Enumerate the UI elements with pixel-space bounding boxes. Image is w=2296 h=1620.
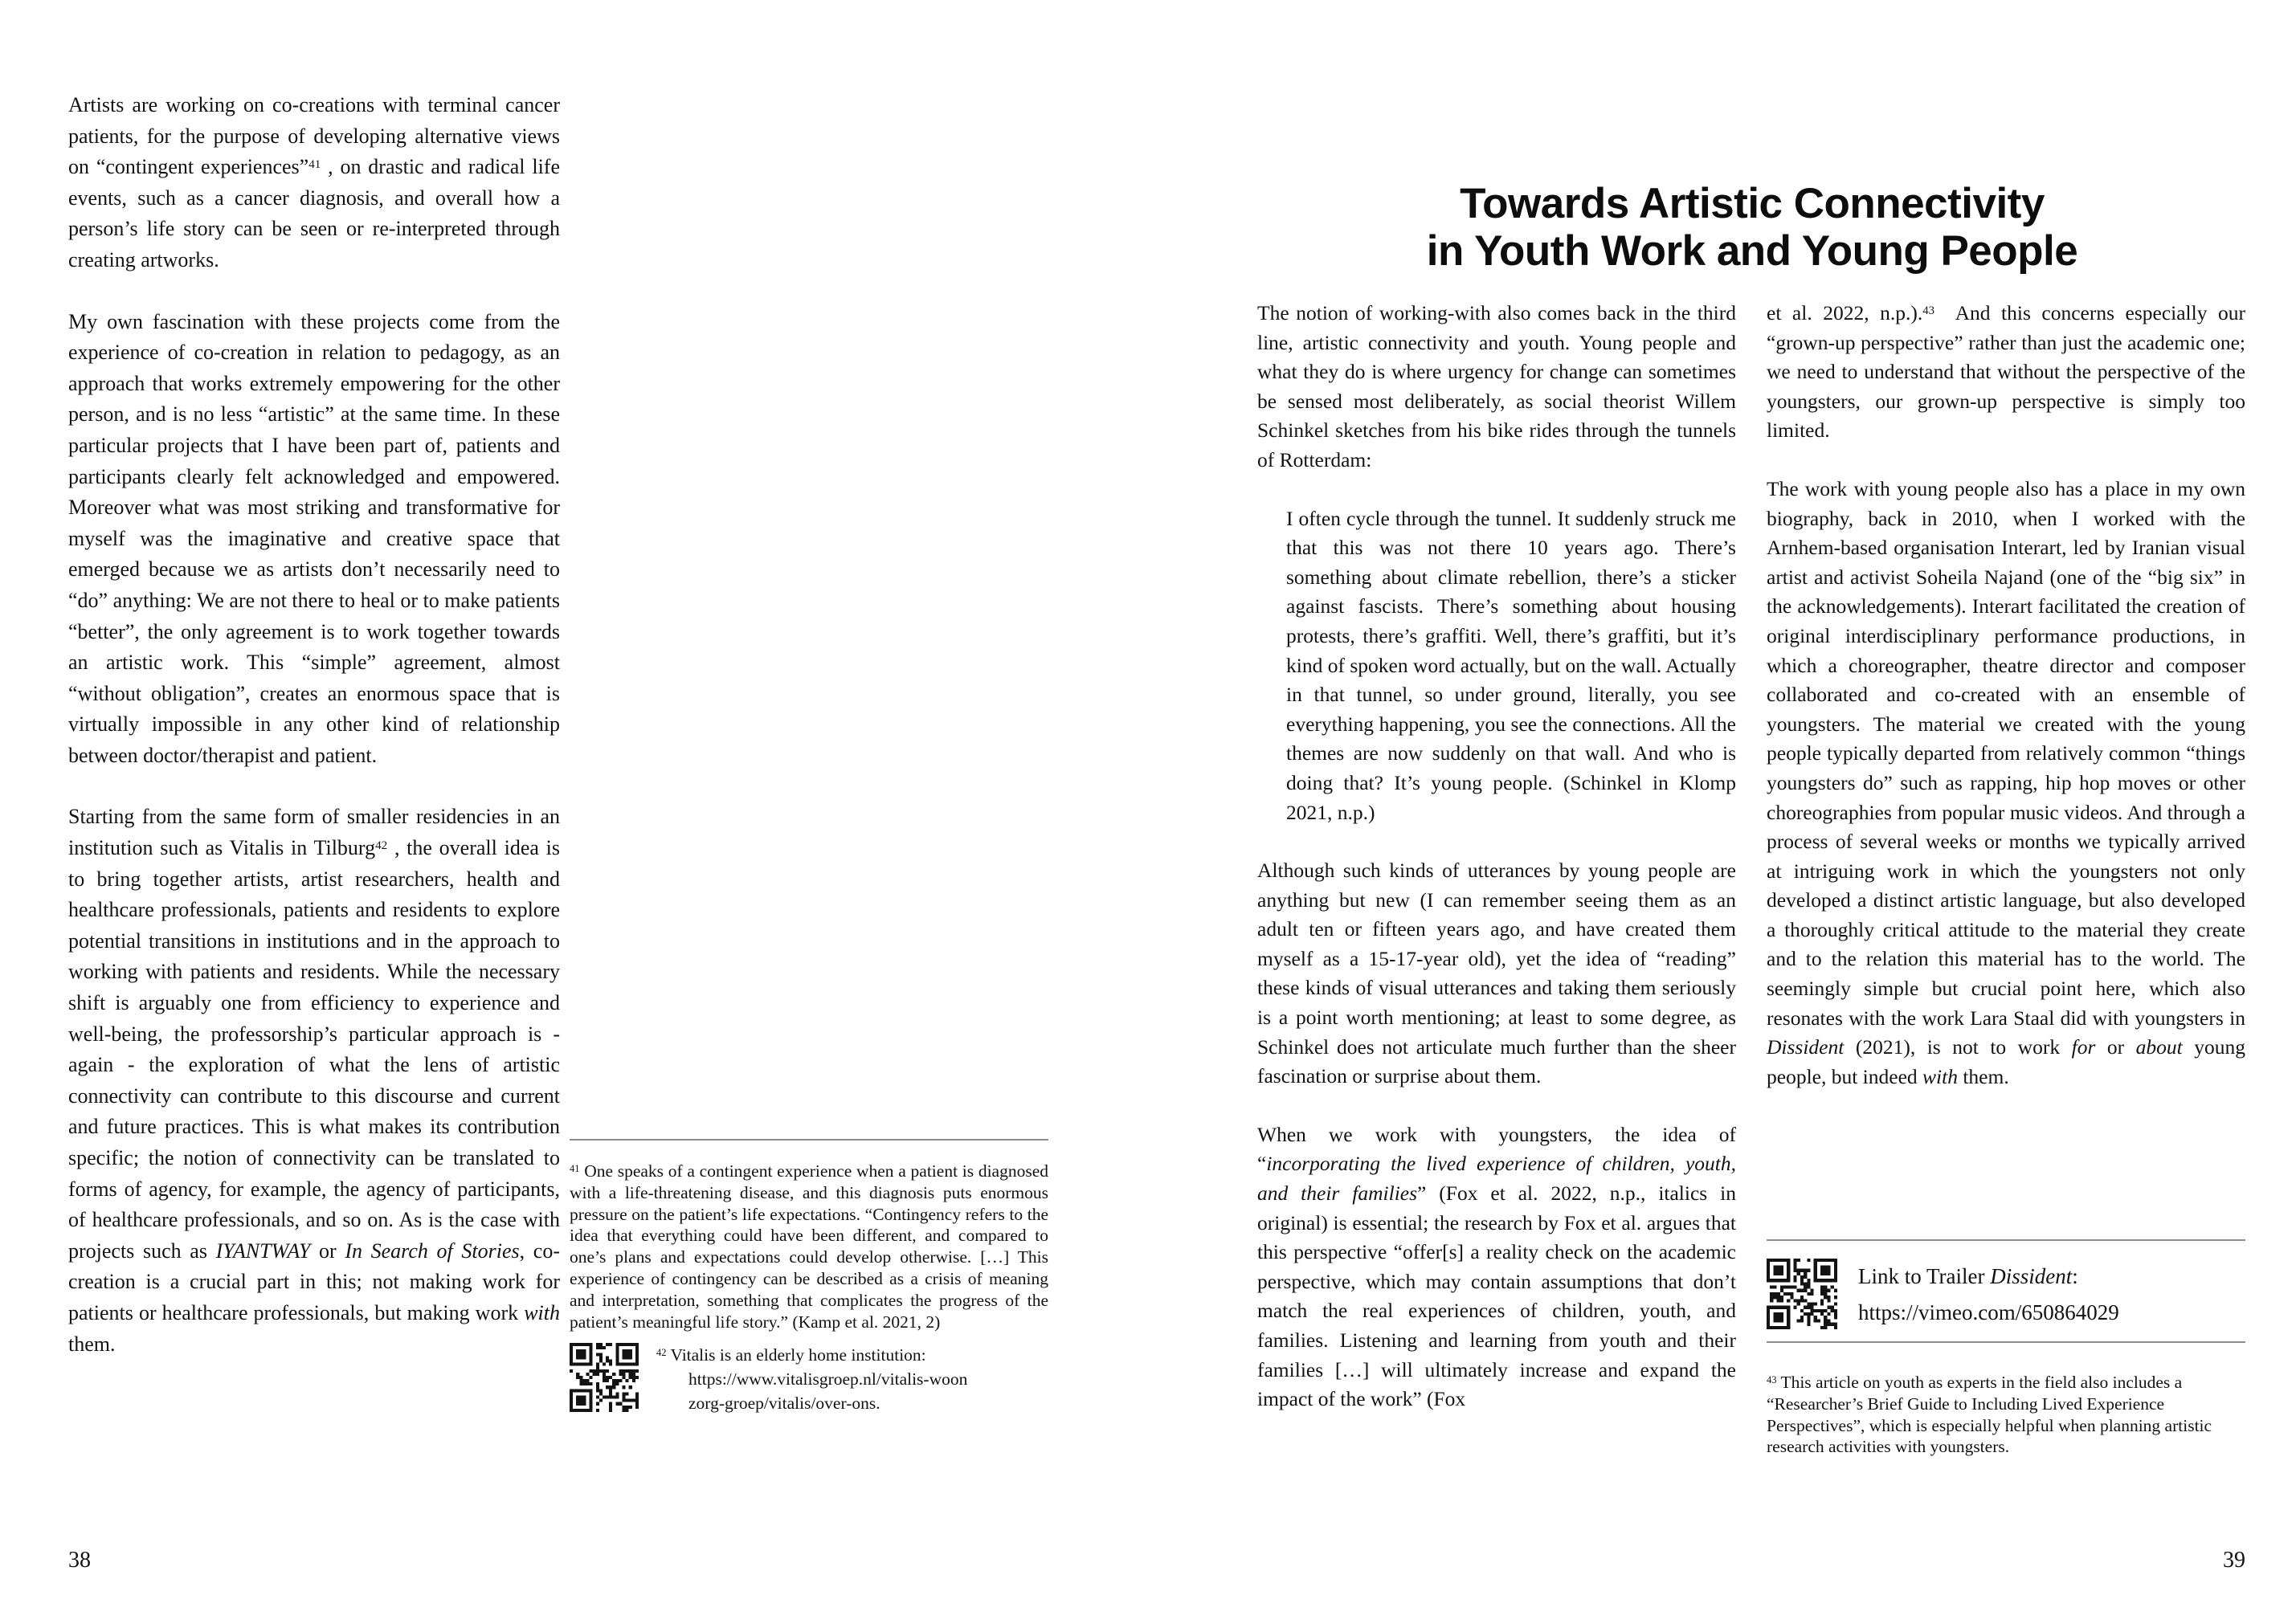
right-page-column-2 (1767, 299, 2245, 1120)
paragraph: My own fascination with these projects come from the experience of co-creation in relation to pedagogy, as an approach that works extremely empowering for the other person, and is no less “artistic” at the same time. In these particular projects that I have been part of, patients and participants clearly felt acknowledged and empowered. Moreover what was most striking and transformative for myself was the imaginative and creative space that emerged because we as artists don’t necessarily need to “do” anything: We are not there to heal or to make patients “better”, the only agreement is to work together towards an artistic work. This “simple” agreement, almost “without obligation”, creates an enormous space that is virtually impossible in any other kind of relationship between doctor/therapist and patient. (68, 309, 560, 767)
trailer-link-label: Link to Trailer Dissident: (1858, 1264, 2078, 1288)
footnote-42-line1: $^{42}$ Vitalis is an elderly home institution: (656, 1345, 926, 1365)
trailer-link-section (1767, 1239, 2245, 1331)
paragraph: The work with young people also has a place in my own biography, back in 2010, when I worked with the Arnhem-based organisation Interart, led by Iranian visual artist and activist Soheila Najand (one of the “big six” in the acknowledgements). Interart facilitated the creation of original interdisciplinary performance productions, in which a choreographer, theatre director and composer collaborated and co-created with an ensemble of youngsters. The material we created with the young people typically departed from relatively common “things youngsters do” such as rapping, hip hop moves or other choreographies from popular music videos. And through a process of several weeks or months we typically arrived at intriguing work in which the youngsters not only developed a distinct artistic language, but also developed a thoroughly critical attitude to the material they create and to the relation this material has to the world. The seemingly simple but crucial point here, which also resonates with the work Lara Staal did with youngsters in Dissident (2021), is not to work for or about young people, but indeed with them. (1767, 476, 2245, 1088)
trailer-link-text (1858, 1259, 2119, 1331)
trailer-link-row (1767, 1259, 2245, 1331)
paragraph: Although such kinds of utterances by young people are anything but new (I can remember seeing them as an adult ten or fifteen years ago, and have created them myself as a 15-17-year old), yet the idea of “reading” these kinds of visual utterances and taking them seriously is a point worth mentioning; at least to some degree, as Schinkel does not articulate much further than the sheer fascination or surprise about them. (1257, 859, 1736, 1088)
trailer-link-url[interactable]: https://vimeo.com/650864029 (1858, 1300, 2119, 1324)
left-page-footnotes (570, 1139, 1048, 1415)
chapter-heading-line1: Towards Artistic Connectivity (1460, 180, 2045, 227)
page-number-left: 38 (68, 1548, 91, 1573)
paragraph: When we work with youngsters, the idea of “incorporating the lived experience of children, youth, and their families” (Fox et al. 2022, n.p., italics in original) is essential; the research by Fox et al. argues that this perspective “offer[s] a reality check on the academic perspective, which may contain assumptions that don’t match the real experiences of children, youth, and families. Listening and learning from youth and their families […] will ultimately increase and expand the impact of the work” (Fox (1257, 1122, 1736, 1411)
chapter-heading-line2: in Youth Work and Young People (1426, 227, 2078, 275)
right-page-column-1 (1257, 299, 1736, 1443)
blockquote: I often cycle through the tunnel. It suddenly struck me that this was not there 10 years ago. There’s something about climate rebellion, there’s a sticker against fascists. There’s something about housing protests, there’s graffiti. Well, there’s graffiti, but it’s kind of spoken word actually, but on the wall. Actually in that tunnel, so under ground, literally, you see everything happening, you see the connections. All the themes are now suddenly on that wall. And who is doing that? It’s young people. (Schinkel in Klomp 2021, n.p.) (1286, 506, 1736, 824)
paragraph: Starting from the same form of smaller residencies in an institution such as Vitalis in Tilburg$^{42}$ , the overall idea is to bring together artists, artist researchers, health and healthcare professionals, patients and residents to explore potential transitions in institutions and in the approach to working with patients and residents. While the necessary shift is arguably one from efficiency to experience and well-being, the professorship’s particular approach is - again - the exploration of what the lens of artistic connectivity can contribute to this discourse and current and future practices. This is what makes its contribution specific; the notion of connectivity can be translated to forms of agency, for example, the agency of participants, of healthcare professionals, and so on. As is the case with projects such as IYANTWAY or In Search of Stories, co-creation is a crucial part in this; not making work for patients or healthcare professionals, but making work with them. (68, 805, 560, 1356)
footnote-42 (570, 1343, 1048, 1415)
footnote-42-url-line2[interactable]: zorg-groep/vitalis/over-ons. (688, 1394, 880, 1414)
footnote-42-text (656, 1343, 967, 1415)
paragraph: et al. 2022, n.p.).$^{43}$ And this concerns especially our “grown-up perspective” rather than just the academic one; we need to understand that without the perspective of the youngsters, our grown-up perspective is simply too limited. (1767, 301, 2245, 443)
footnote-41: $^{41}$ One speaks of a contingent experience when a patient is diagnosed with a life-threatening disease, and this diagnosis puts enormous pressure on the patient’s life expectations. “Contingency refers to the idea that everything could have been different, and compared to one’s plans and expectations could develop otherwise. […] This experience of contingency can be described as a crisis of meaning and interpretation, something that complicates the progress of the patient’s meaningful life story.” (Kamp et al. 2021, 2) (570, 1161, 1048, 1332)
paragraph: Artists are working on co-creations with terminal cancer patients, for the purpose of developing alternative views on “contingent experiences”$^{41}$ , on drastic and radical life events, such as a cancer diagnosis, and overall how a person’s life story can be seen or re-interpreted through creating artworks. (68, 93, 560, 271)
right-page-footnotes (1767, 1341, 2245, 1458)
qr-code-icon (1767, 1259, 1837, 1329)
footnote-43: $^{43}$ This article on youth as experts in the field also includes a “Researcher’s Brief Guide to Including Lived Experience Perspectives”, which is especially helpful when planning artistic research activities with youngsters. (1767, 1373, 2212, 1457)
footnote-42-url-line1[interactable]: https://www.vitalisgroep.nl/vitalis-woon (688, 1369, 968, 1389)
page-number-right: 39 (2223, 1548, 2245, 1573)
qr-code-icon (570, 1343, 639, 1412)
chapter-heading (1257, 180, 2247, 275)
left-page-main-column (68, 90, 560, 1390)
paragraph: The notion of working-with also comes back in the third line, artistic connectivity and youth. Young people and what they do is where urgency for change can sometimes be sensed most deliberately, as social theorist Willem Schinkel sketches from his bike rides through the tunnels of Rotterdam: (1257, 301, 1736, 471)
